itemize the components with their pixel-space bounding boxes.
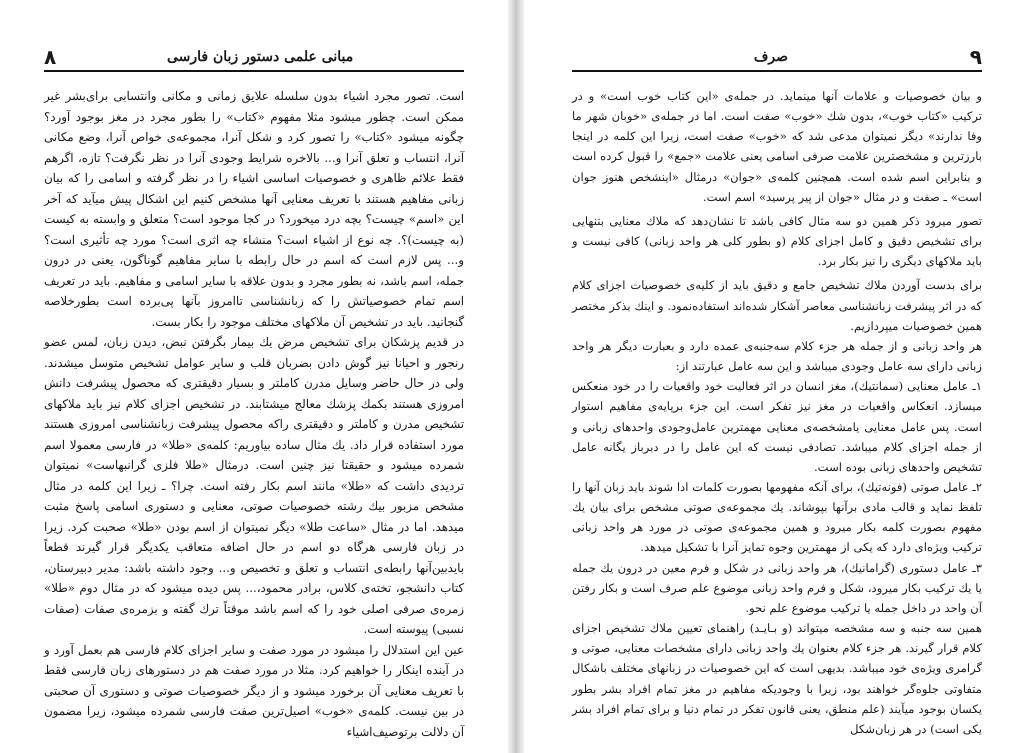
left-page-number: ٨ <box>44 45 57 69</box>
left-body-text <box>44 86 464 742</box>
paragraph: در قدیم پزشکان برای تشخیص مرض یك بیمار بگرفتن نبض، دیدن زبان، لمس عضو رنجور و احیانا نیز گوش دادن بضربان قلب و سایر عوامل تشخیص متوسل میشدند. ولی در حال حاضر وسایل مدرن کاملتر و بسیار دقیقتری که محصول پیشرفت دانش امروزی هستند بکمك پزشك معالج میشتابند. در تشخیص اجزای کلام نیز باید ملاکهای تشخیص مدرن و کاملتر و دقیقتری راکه محصول پیشرفت زبانشناسی امروزی هستند مورد استفاده قرار داد. یك مثال ساده بیاوریم: کلمه‌ی «طلا» در فارسی معمولا اسم شمرده میشود و حقیقتا نیز چنین است. درمثال «طلا فلزی گرانبهاست» نمیتوان تردیدی داشت که «طلا» مانند اسم بکار رفته است. چرا؟ ـ زیرا این کلمه در مثال مشخص مزبور بیك رشته خصوصیات صوتی، معنایی و دستوری اسامی پاسخ مثبت میدهد. اما در مثال «ساعت طلا» دیگر نمیتوان از اسم بودن «طلا» صحبت کرد. زیرا در زبان فارسی هرگاه دو اسم در حال اضافه متعاقب یکدیگر قرار گیرند قطعاً بایدبین‌آنها رابطه‌ی انتساب و تعلق و تخصیص و... وجود داشته باشد: مدیر دبیرستان، کتاب دانشجو، تخته‌ی کلاس، برادر محمود،... پس دیده میشود که در مثال دوم «طلا» زمره‌ی صرفی اصلی خود را که اسم باشد موقتاً ترك گفته و بزمره‌ی صفات (صفات نسبی) پیوسته است. <box>44 335 464 636</box>
paragraph: تصور میرود ذکر همین دو سه مثال کافی باشد تا نشان‌دهد که ملاك معنایی بتنهایی برای تشخیص دقیق و کامل اجزای کلام (و بطور کلی هر واحد زبانی) کافی نیست و باید ملاکهای دیگری را نیز بکار برد. <box>572 213 982 269</box>
paragraph: است. تصور مجرد اشیاء بدون سلسله علایق زمانی و مکانی وانتسابی برای‌بشر غیر ممکن است. چطور میشود مثلا مفهوم «کتاب» را بطور مجرد در مغز بوجود آورد؟ چگونه میشود «کتاب» را تصور کرد و شکل آنرا، مجموعه‌ی خواص آنرا، وضع مکانی آنرا، انتساب و تعلق آنرا و... بالاخره شرایط وجودی آنرا در نظر نگرفت؟ تازه، اگرهم فقط علائم ظاهری و خصوصیات اساسی اشیاء را در نظر گرفته و اسامی را که بیان زبانی مفاهیم هستند با تعریف معنایی آنها مشخص کنیم این اشکال پیش میآید که آخر این «اسم» چیست؟ بچه درد میخورد؟ در کجا موجود است؟ متعلق و وابسته به کیست (به چیست)؟. چه نوع از اشیاء است؟ منشاء چه اثری است؟ مورد چه تأثیری است؟ و... پس لازم است که اسم در حال رابطه با سایر مفاهیم گوناگون، یعنی در درون جمله، اسم باشد، نه بطور مجرد و بدون علاقه با سایر اسامی و مفاهیم. باید در تعریف اسم تمام خصوصیاتش را که زبانشناسی تاامروز بآنها پی‌برده است بطورخلاصه گنجانید. باید در تشخیص آن ملاکهای مختلف موجود را بکار بست. <box>44 89 464 329</box>
right-page <box>524 0 1026 753</box>
paragraph: عین این استدلال را میشود در مورد صفت و سایر اجزای کلام فارسی هم بعمل آورد و در آینده اینکار را خواهیم کرد. مثلا در مورد صفت هم در دستورهای زبان فارسی فقط با تعریف معنایی آن برخورد میشود و از دیگر خصوصیات صوتی و دستوری آن صحبتی در بین نیست. کلمه‌ی «خوب» اصیل‌ترین صفت فارسی شمرده میشود، زیرا مضمون آن دلالت برتوصیف‌اشیاء <box>44 642 464 739</box>
right-body-text <box>572 86 982 739</box>
paragraph: همین سه جنبه و سه مشخصه میتواند (و بـایـد) راهنمای تعیین ملاك تشخیص اجزای کلام قرار گیرند. هر جزء کلام بعنوان یك واحد زبانی دارای مشخصات معنایی، صوتی و گرامری ویژه‌ی خود میباشد. بدیهی است که این خصوصیات در زبانهای مختلف باشکال متفاوتی جلوه‌گر خواهند بود، زیرا با وجودیکه مفاهیم در مغز تمام افراد بشر بطور یکسان بوجود میآیند (علم منطق، یعنی قانون تفکر در تمام دنیا و برای تمام افراد بشر یکی است) در هر زبان‌شکل <box>572 621 982 736</box>
right-page-number: ٩ <box>969 45 982 69</box>
left-running-head <box>44 44 464 72</box>
paragraph: ٢ـ عامل صوتی (فونه‌تیك)، برای آنکه مفهومها بصورت کلمات ادا شوند باید زبان آنها را تلفظ نماید و قالب مادی برآنها بپوشاند. یك مجموعه‌ی صوتی مشخص برای بیان یك مفهوم بصورت کلمه بکار میرود و همین مجموعه‌ی صوتی در مورد هر واحد زبانی ترکیب ویژه‌ای دارد که یکی از مهمترین وجوه تمایز آنرا با تشکیل میدهد. <box>572 479 982 555</box>
paragraph: و بیان خصوصیات و علامات آنها مینماید. در جمله‌ی «این کتاب خوب است» و در ترکیب «کتاب خوب»، بدون شك «خوب» صفت است. اما در جمله‌ی «خوبان شهر ما وفا ندارند» دیگر نمیتوان مدعی شد که «خوب» صفت است، زیرا این کلمه در اینجا بارزترین و مشخصترین علامت صرفی اسامی یعنی علامت «جمع» را قبول کرده است و بنابراین اسم شده است. همچنین کلمه‌ی «جوان» درمثال «اینشخص هنوز جوان است» ـ صفت و در مثال «جوان از پیر پرسید» اسم است. <box>572 89 982 204</box>
book-gutter <box>508 0 524 753</box>
paragraph: ١ـ عامل معنایی (سمانتیك)، مغز انسان در اثر فعالیت خود واقعیات را در خود منعکس میسازد. انعکاس واقعیات در مغز نیز تفکر است. این جزء برپایه‌ی مفاهیم استوار است. پس عامل معنایی یامشخصه‌ی معنایی مهمترین عامل‌وجودی واحدهای زبانی و از جمله اجزای کلام میباشد. تصادفی نیست که این عامل را در دبرباز یگانه عامل تشخیص واحدهای زبانی بوده است. <box>572 379 982 474</box>
right-running-title: صرف <box>753 49 788 65</box>
left-page <box>0 0 508 753</box>
left-running-title: مبانی علمی دستور زبان فارسی <box>166 49 354 65</box>
paragraph: هر واحد زبانی و از جمله هر جزء کلام سه‌جنبه‌ی عمده دارد و بعبارت دیگر هر واحد زبانی دارای سه عامل وجودی میباشد و این سه عامل عبارتند از: <box>572 338 982 374</box>
right-running-head <box>572 44 982 72</box>
paragraph: برای بدست آوردن ملاك تشخیص جامع و دقیق باید از کلیه‌ی خصوصیات اجزای کلام که در اثر پیشرفت زبانشناسی معاصر آشکار شده‌اند استفاده‌نمود. و اینك بذکر مختصر همین خصوصیات میپردازیم. <box>572 278 982 333</box>
paragraph: ٣ـ عامل دستوری (گرامانیك)، هر واحد زبانی در شکل و فرم معین در درون یك جمله یا یك ترکیب بکار میرود، شکل و فرم واحد زبانی موضوع علم صرف است و بکار رفتن آن واحد در داخل جمله یا ترکیب موضوع علم نحو. <box>572 560 982 615</box>
